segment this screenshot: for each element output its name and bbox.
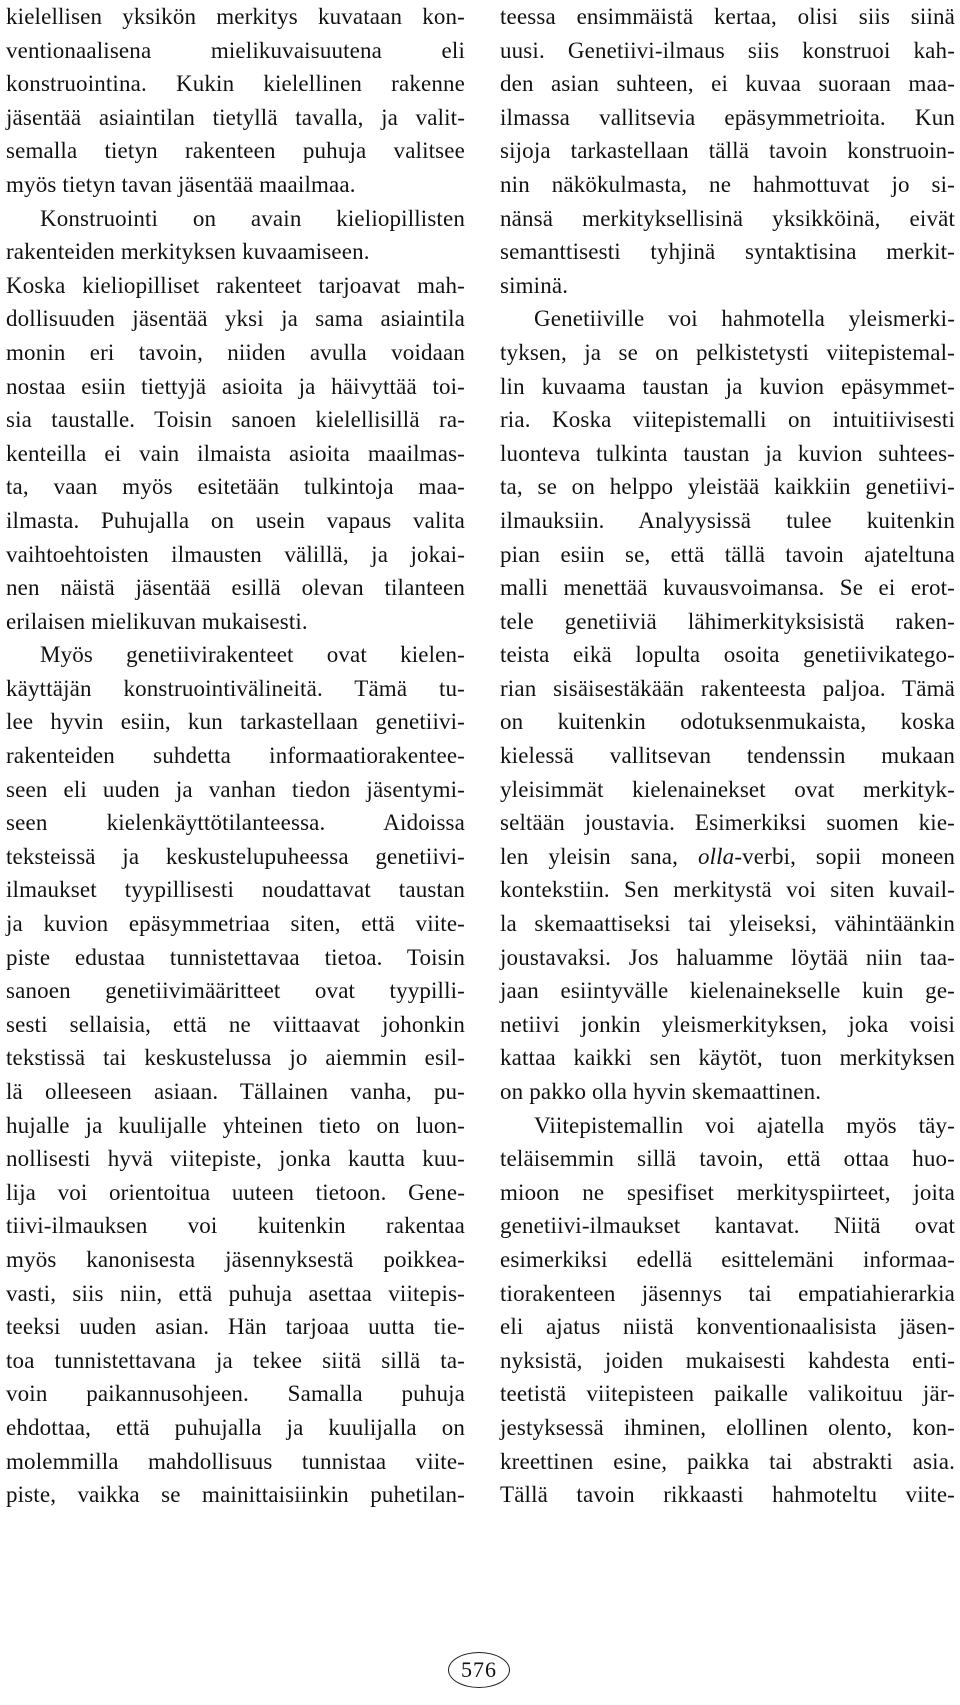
text-line: nostaa esiin tiettyjä asioita ja häivyttää toi- [6, 373, 465, 399]
text-line: nollisesti hyvä viitepiste, jonka kautta kuu- [6, 1146, 465, 1172]
text-line: yleisimmät kielenainekset ovat merkityk- [500, 776, 955, 802]
text-line: vaihtoehtoisten ilmausten välillä, ja jokai- [6, 541, 465, 567]
text-line: sijoja tarkastellaan tällä tavoin konstruoin- [500, 138, 955, 164]
text-line: kreettinen esine, paikka tai abstrakti asia. [500, 1448, 955, 1474]
text-line: tele genetiiviä lähimerkityksisistä raken- [500, 608, 955, 634]
text-line: nyksistä, joiden mukaisesti kahdesta enti- [500, 1347, 955, 1373]
text-line: tiorakenteen jäsennys tai empatiahierarkia [500, 1280, 955, 1306]
text-line: siminä. [500, 272, 569, 298]
text-line: tekstissä tai keskustelussa jo aiemmin esil- [6, 1045, 465, 1071]
text-line: nänsä merkityksellisinä yksikköinä, eivät [500, 205, 955, 231]
text-line: myös tietyn tavan jäsentää maailmaa. [6, 171, 356, 197]
text-line: dollisuuden jäsentää yksi ja sama asiaintila [6, 306, 465, 332]
text-line: Genetiiville voi hahmotella yleismerki- [534, 306, 955, 332]
text-line: nin näkökulmasta, ne hahmottuvat jo si- [500, 171, 955, 197]
text-line: netiivi jonkin yleismerkityksen, joka voisi [500, 1011, 955, 1037]
text-line: käyttäjän konstruointivälineitä. Tämä tu- [6, 675, 465, 701]
text-line: teista eikä lopulta osoita genetiivikatego- [500, 642, 955, 668]
text-line: teksteissä ja keskustelupuheessa genetiivi- [6, 843, 465, 869]
text-line: seen kielenkäyttötilanteessa. Aidoissa [6, 810, 465, 836]
text-line: lä olleeseen asiaan. Tällainen vanha, pu- [6, 1079, 465, 1104]
text-line: hujalle ja kuulijalle yhteinen tieto on luon- [6, 1112, 465, 1138]
text-line: lee hyvin esiin, kun tarkastellaan genetiivi- [6, 709, 465, 735]
text-line: mioon ne spesifiset merkityspiirteet, joita [500, 1179, 955, 1205]
text-line: genetiivi-ilmaukset kantavat. Niitä ovat [500, 1213, 955, 1239]
text-line: rakenteiden suhdetta informaatiorakentee- [6, 743, 465, 769]
text-line: teläisemmin sillä tavoin, että ottaa huo- [500, 1146, 955, 1172]
text-line: joustavaksi. Jos haluamme löytää niin taa- [500, 944, 955, 970]
text-line: ilmassa vallitsevia epäsymmetrioita. Kun [500, 104, 955, 130]
text-line: ta, vaan myös esitetään tulkintoja maa- [6, 474, 465, 500]
text-line: Myös genetiivirakenteet ovat kielen- [40, 642, 465, 668]
text-line: teeksi uuden asian. Hän tarjoaa uutta tie- [6, 1314, 465, 1340]
text-line: ja kuvion epäsymmetriaa siten, että viite- [6, 911, 465, 937]
text-line: jäsentää asiaintilan tietyllä tavalla, ja valit- [6, 104, 465, 130]
text-line: Koska kieliopilliset rakenteet tarjoavat mah- [6, 272, 465, 298]
text-line: rakenteiden merkityksen kuvaamiseen. [6, 239, 370, 265]
text-line: toa tunnistettavana ja tekee siitä sillä ta- [6, 1347, 465, 1373]
text-line: on pakko olla hyvin skemaattinen. [500, 1079, 822, 1104]
text-line: kielellisen yksikön merkitys kuvataan kon- [6, 4, 465, 29]
text-line: ehdottaa, että puhujalla ja kuulijalla on [6, 1414, 465, 1440]
text-line: tiivi-ilmauksen voi kuitenkin rakentaa [6, 1213, 465, 1239]
text-line: piste edustaa tunnistettavaa tietoa. Toisin [6, 944, 465, 970]
text-line: molemmilla mahdollisuus tunnistaa viite- [6, 1448, 465, 1474]
text-line: ventionaalisena mielikuvaisuutena eli [6, 37, 465, 63]
text-line: sesti sellaisia, että ne viittaavat johonkin [6, 1011, 465, 1037]
text-line: sia taustalle. Toisin sanoen kielellisillä ra- [6, 407, 465, 433]
text-line: lija voi orientoitua uuteen tietoon. Gene- [6, 1179, 465, 1205]
text-line: lin kuvaama taustan ja kuvion epäsymmet- [500, 373, 955, 399]
text-line: seen eli uuden ja vanhan tiedon jäsentymi- [6, 776, 465, 802]
text-line: vasti, siis niin, että puhuja asettaa viitepis- [6, 1280, 465, 1306]
page-number: 576 [448, 1652, 510, 1688]
text-line: jaan esiintyvälle kielenainekselle kuin ge- [500, 978, 955, 1004]
text-line: teessa ensimmäistä kertaa, olisi siis siinä [500, 4, 955, 29]
right-text-column [500, 0, 955, 1512]
text-line: piste, vaikka se mainittaisiinkin puhetilan- [6, 1482, 465, 1508]
text-line: kielessä vallitsevan tendenssin mukaan [500, 743, 955, 769]
text-line: konstruointina. Kukin kielellinen rakenne [6, 71, 465, 97]
text-line: len yleisin sana, olla-verbi, sopii moneen [500, 843, 955, 869]
text-line: kontekstiin. Sen merkitystä voi siten kuvail- [500, 877, 955, 903]
text-line: myös kanonisesta jäsennyksestä poikkea- [6, 1246, 465, 1272]
text-line: esimerkiksi edellä esittelemäni informaa- [500, 1246, 955, 1272]
text-line: den asian suhteen, ei kuvaa suoraan maa- [500, 71, 955, 97]
text-line: seltään joustavia. Esimerkiksi suomen kie- [500, 810, 955, 836]
text-line: monin eri tavoin, niiden avulla voidaan [6, 339, 465, 365]
text-line: eli ajatus niistä konventionaalisista jäsen- [500, 1314, 955, 1340]
text-line: malli menettää kuvausvoimansa. Se ei erot- [500, 575, 955, 601]
left-text-column [6, 0, 465, 1512]
text-line: uusi. Genetiivi-ilmaus siis konstruoi kah- [500, 37, 955, 63]
text-line: Konstruointi on avain kieliopillisten [40, 205, 465, 231]
text-line: ta, se on helppo yleistää kaikkiin genetiivi- [500, 474, 955, 500]
text-line: ilmaukset tyypillisesti noudattavat taustan [6, 877, 465, 903]
text-line: erilaisen mielikuvan mukaisesti. [6, 608, 308, 634]
text-line: la skemaattiseksi tai yleiseksi, vähintäänkin [500, 911, 955, 937]
text-line: nen näistä jäsentää esillä olevan tilanteen [6, 575, 465, 601]
text-line: kattaa kaikki sen käytöt, tuon merkityksen [500, 1045, 955, 1071]
text-line: ilmasta. Puhujalla on usein vapaus valita [6, 507, 465, 533]
text-line: luonteva tulkinta taustan ja kuvion suhtees- [500, 440, 955, 466]
text-line: on kuitenkin odotuksenmukaista, koska [500, 709, 955, 735]
text-line: teetistä viitepisteen paikalle valikoituu jär- [500, 1381, 955, 1407]
text-line: ria. Koska viitepistemalli on intuitiivisesti [500, 407, 955, 433]
text-line: tyksen, ja se on pelkistetysti viitepistemal- [500, 339, 955, 365]
text-line: jestyksessä ihminen, elollinen olento, kon- [500, 1414, 955, 1440]
text-line: rian sisäisestäkään rakenteesta paljoa. Tämä [500, 675, 955, 701]
text-line: Viitepistemallin voi ajatella myös täy- [534, 1112, 955, 1138]
text-line: pian esiin se, että tällä tavoin ajateltuna [500, 541, 955, 567]
text-line: voin paikannusohjeen. Samalla puhuja [6, 1381, 465, 1407]
text-line: kenteilla ei vain ilmaista asioita maailmas- [6, 440, 465, 466]
text-line: semalla tietyn rakenteen puhuja valitsee [6, 138, 465, 164]
text-line: sanoen genetiivimääritteet ovat tyypilli- [6, 978, 465, 1004]
text-line: ilmauksiin. Analyysissä tulee kuitenkin [500, 507, 955, 533]
text-line: semanttisesti tyhjinä syntaktisina merkit- [500, 239, 955, 265]
text-line: Tällä tavoin rikkaasti hahmoteltu viite- [500, 1482, 955, 1508]
